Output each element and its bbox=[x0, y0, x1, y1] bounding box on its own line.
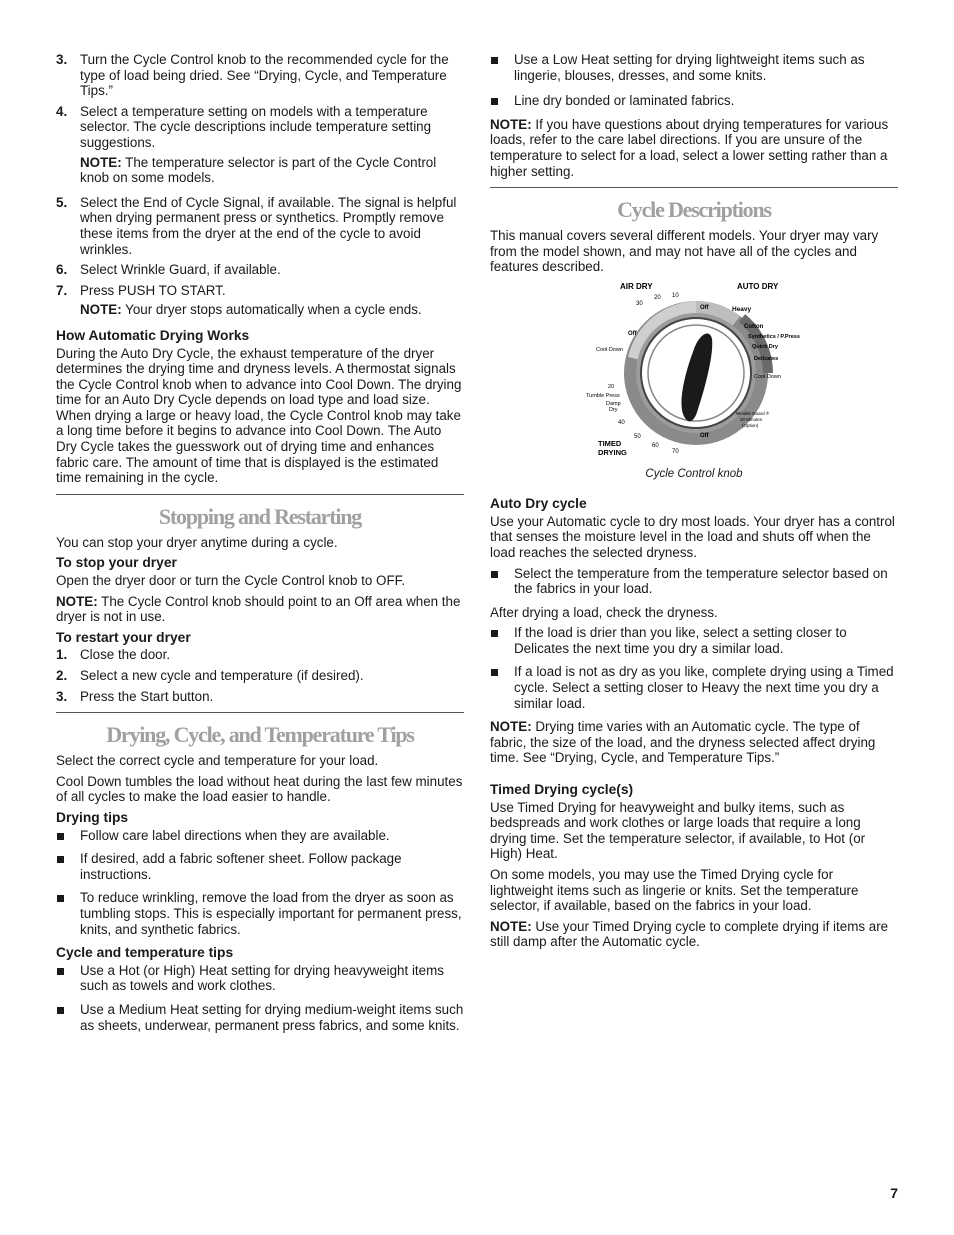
label-wrinkle-guard: Wrinkle Guard ® bbox=[736, 410, 770, 416]
left-column bbox=[56, 52, 464, 1041]
label-20-top: 20 bbox=[654, 294, 661, 301]
bullet-item bbox=[490, 566, 898, 597]
bullet-item bbox=[56, 890, 464, 937]
label-cotton: Cotton bbox=[744, 323, 764, 330]
label-40: 40 bbox=[618, 419, 625, 426]
step-number: 6. bbox=[56, 262, 68, 278]
tips-title: Drying, Cycle, and Temperature Tips bbox=[106, 722, 414, 748]
label-dry: Dry bbox=[609, 406, 618, 413]
bullet-text: If desired, add a fabric softener sheet. Follow package instructions. bbox=[80, 851, 402, 882]
bullet-item bbox=[490, 625, 898, 656]
step-number: 4. bbox=[56, 103, 68, 119]
step-note bbox=[80, 155, 464, 186]
label-damp: Damp bbox=[606, 400, 621, 407]
label-30: 30 bbox=[636, 300, 643, 307]
step-text: Turn the Cycle Control knob to the recommended cycle for the type of load being dried. See “Drying, Cycle, and Temperature Tips.” bbox=[80, 52, 449, 99]
step-6 bbox=[56, 262, 464, 278]
section-divider bbox=[490, 187, 898, 188]
bullet-text: If the load is drier than you like, select a setting closer to Delicates the next time you dry a similar load. bbox=[514, 625, 847, 656]
bullet-square-icon bbox=[491, 98, 498, 105]
page-number: 7 bbox=[890, 1185, 898, 1201]
stopping-note bbox=[56, 594, 464, 625]
auto-dry-text: Use your Automatic cycle to dry most loads. Your dryer has a control that senses the moisture level in the load and shuts off when the load reaches the selected dryness. bbox=[490, 513, 895, 560]
label-off-top: Off bbox=[700, 304, 709, 311]
label-cool-down-left: Cool Down bbox=[596, 346, 623, 353]
label-50: 50 bbox=[634, 433, 641, 440]
note-text: If you have questions about drying temperatures for various loads, refer to the care label directions. If you are unsure of the temperature to select for a load, select a lower setting rather than a higher setting. bbox=[490, 116, 889, 179]
bullet-text: Line dry bonded or laminated fabrics. bbox=[514, 93, 735, 109]
step-3 bbox=[56, 52, 464, 99]
label-20-left: 20 bbox=[608, 383, 615, 390]
note-text: Your dryer stops automatically when a cycle ends. bbox=[121, 302, 422, 318]
note-text: The temperature selector is part of the Cycle Control knob on some models. bbox=[80, 154, 437, 186]
auto-dry-heading: Auto Dry cycle bbox=[490, 496, 587, 512]
step-number: 5. bbox=[56, 194, 68, 210]
drying-tips-heading: Drying tips bbox=[56, 809, 129, 825]
bullet-square-icon bbox=[57, 968, 64, 975]
note-label: NOTE: bbox=[490, 719, 532, 735]
label-70: 70 bbox=[672, 448, 679, 455]
step-note bbox=[80, 302, 464, 318]
bullet-text: If a load is not as dry as you like, complete drying using a Timed cycle. Select a setting closer to Heavy the next time you dry a similar load. bbox=[514, 664, 894, 711]
step-text: Close the door. bbox=[80, 647, 171, 663]
restart-heading: To restart your dryer bbox=[56, 629, 191, 645]
restart-step-2 bbox=[56, 668, 464, 684]
label-cool-down-right: Cool Down bbox=[754, 373, 781, 380]
how-automatic-heading: How Automatic Drying Works bbox=[56, 327, 250, 343]
bullet-text: To reduce wrinkling, remove the load from the dryer as soon as tumbling stops. This is especially important for permanent press, knits, and synthetic fabrics. bbox=[80, 890, 462, 937]
bullet-square-icon bbox=[491, 669, 498, 676]
label-tumble-press: Tumble Press bbox=[586, 392, 620, 399]
note-label: NOTE: bbox=[490, 918, 532, 934]
auto-dry-note bbox=[490, 719, 898, 766]
label-quick-dry: Quick Dry bbox=[752, 343, 778, 350]
bullet-text: Select the temperature from the temperature selector based on the fabrics in your load. bbox=[514, 565, 888, 597]
figure-caption: Cycle Control knob bbox=[645, 467, 743, 480]
bullet-item bbox=[490, 93, 898, 109]
label-off-left: Off bbox=[628, 330, 637, 337]
label-synthetics: Synthetics / P.Press bbox=[748, 333, 800, 340]
tips-intro: Select the correct cycle and temperature for your load. bbox=[56, 753, 379, 769]
timed-drying-text-2: On some models, you may use the Timed Drying cycle for lightweight items such as lingerie or knits. Set the temperature selector, if available, based on the fabrics in your load. bbox=[490, 867, 859, 914]
label-delicates: Delicates bbox=[754, 355, 779, 362]
how-automatic-text: During the Auto Dry Cycle, the exhaust temperature of the dryer determines the drying time and dryness levels. A thermostat signals the Cycle Control knob when to advance into Cool Down. The drying time for an Auto Dry Cycle depends on load type and load size. When drying a large or heavy load, the Cycle Control knob may take a long time before it begins to advance into Cool Down. The Auto Dry Cycle takes the guesswork out of drying time and enhances fabric care. The amount of time that is displayed is the estimated time remaining in the cycle. bbox=[56, 345, 462, 486]
bullet-item bbox=[56, 851, 464, 882]
bullet-item bbox=[490, 52, 898, 83]
bullet-item bbox=[490, 664, 898, 711]
step-text: Select a temperature setting on models with a temperature selector. The cycle descriptions include temperature setting suggestions. bbox=[80, 103, 432, 150]
top-note bbox=[490, 117, 898, 179]
step-5 bbox=[56, 195, 464, 257]
note-label: NOTE: bbox=[80, 302, 122, 318]
step-text: Select Wrinkle Guard, if available. bbox=[80, 262, 281, 278]
bullet-item bbox=[56, 828, 464, 844]
bullet-text: Use a Medium Heat setting for drying medium-weight items such as sheets, underwear, permanent press fabrics, and some knits. bbox=[80, 1001, 464, 1033]
step-text: Press PUSH TO START. bbox=[80, 282, 226, 298]
cycle-control-knob-illustration bbox=[584, 281, 804, 461]
cycle-tips-heading: Cycle and temperature tips bbox=[56, 945, 234, 961]
bullet-square-icon bbox=[491, 57, 498, 64]
restart-step-3 bbox=[56, 689, 464, 705]
stop-heading: To stop your dryer bbox=[56, 555, 177, 571]
timed-drying-note bbox=[490, 919, 898, 950]
bullet-item bbox=[56, 963, 464, 994]
step-number: 3. bbox=[56, 688, 68, 704]
timed-drying-text-1: Use Timed Drying for heavyweight and bulky items, such as bedspreads and work clothes or large loads that require a long drying time. Set the temperature selector, if available, to Hot (or High) Heat. bbox=[490, 799, 866, 862]
auto-dry-after: After drying a load, check the dryness. bbox=[490, 604, 718, 620]
note-label: NOTE: bbox=[80, 154, 122, 170]
bullet-square-icon bbox=[491, 630, 498, 637]
label-10: 10 bbox=[672, 292, 679, 299]
bullet-text: Follow care label directions when they are available. bbox=[80, 827, 390, 843]
label-60: 60 bbox=[652, 442, 659, 449]
bullet-square-icon bbox=[491, 571, 498, 578]
bullet-text: Use a Low Heat setting for drying lightweight items such as lingerie, blouses, dresses, and some knits. bbox=[514, 52, 865, 83]
stopping-title: Stopping and Restarting bbox=[158, 503, 362, 529]
label-drying: DRYING bbox=[598, 447, 627, 457]
restart-step-1 bbox=[56, 647, 464, 663]
stopping-intro: You can stop your dryer anytime during a cycle. bbox=[56, 534, 338, 550]
cycle-descriptions-title: Cycle Descriptions bbox=[617, 197, 771, 223]
label-heavy: Heavy bbox=[732, 305, 752, 313]
step-number: 7. bbox=[56, 282, 68, 298]
note-text: Drying time varies with an Automatic cycle. The type of fabric, the size of the load, and the dryness selected affect drying time. See “Drying, Cycle, and Temperature Tips.” bbox=[490, 719, 876, 766]
bullet-square-icon bbox=[57, 856, 64, 863]
section-divider bbox=[56, 494, 464, 495]
note-label: NOTE: bbox=[56, 593, 98, 609]
label-off-bottom: Off bbox=[700, 432, 709, 439]
stop-text: Open the dryer door or turn the Cycle Control knob to OFF. bbox=[56, 573, 406, 589]
label-air-dry: AIR DRY bbox=[620, 281, 653, 291]
section-divider bbox=[56, 712, 464, 713]
step-number: 3. bbox=[56, 52, 68, 67]
step-7 bbox=[56, 283, 464, 318]
label-timed: TIMED bbox=[598, 438, 622, 448]
cycle-control-knob-figure bbox=[490, 281, 898, 465]
timed-drying-heading: Timed Drying cycle(s) bbox=[490, 782, 634, 798]
step-number: 1. bbox=[56, 647, 68, 663]
note-text: The Cycle Control knob should point to an Off area when the dryer is not in use. bbox=[56, 593, 461, 625]
bullet-square-icon bbox=[57, 833, 64, 840]
note-label: NOTE: bbox=[490, 116, 532, 132]
right-column bbox=[490, 52, 898, 955]
bullet-square-icon bbox=[57, 895, 64, 902]
step-text: Select the End of Cycle Signal, if available. The signal is helpful when drying permanent press or synthetics. Promptly remove these items from the dryer at the end of the cycle to avoid wrinkles. bbox=[80, 194, 457, 257]
bullet-square-icon bbox=[57, 1007, 64, 1014]
bullet-text: Use a Hot (or High) Heat setting for drying heavyweight items such as towels and work clothes. bbox=[80, 962, 444, 994]
tips-cooldown: Cool Down tumbles the load without heat during the last few minutes of all cycles to make the load easier to handle. bbox=[56, 773, 463, 805]
note-text: Use your Timed Drying cycle to complete drying if items are still damp after the Automatic cycle. bbox=[490, 918, 889, 950]
label-wrinkle-guard-minutes: 30 Minutes bbox=[740, 416, 763, 422]
step-text: Press the Start button. bbox=[80, 688, 214, 704]
step-text: Select a new cycle and temperature (if desired). bbox=[80, 668, 364, 683]
step-4 bbox=[56, 104, 464, 186]
cycle-descriptions-intro: This manual covers several different models. Your dryer may vary from the model shown, and may not have all of the cycles and features described. bbox=[490, 228, 879, 275]
label-auto-dry: AUTO DRY bbox=[737, 281, 779, 291]
label-wrinkle-guard-option: (Option) bbox=[742, 422, 759, 428]
bullet-item bbox=[56, 1002, 464, 1033]
step-number: 2. bbox=[56, 668, 68, 683]
